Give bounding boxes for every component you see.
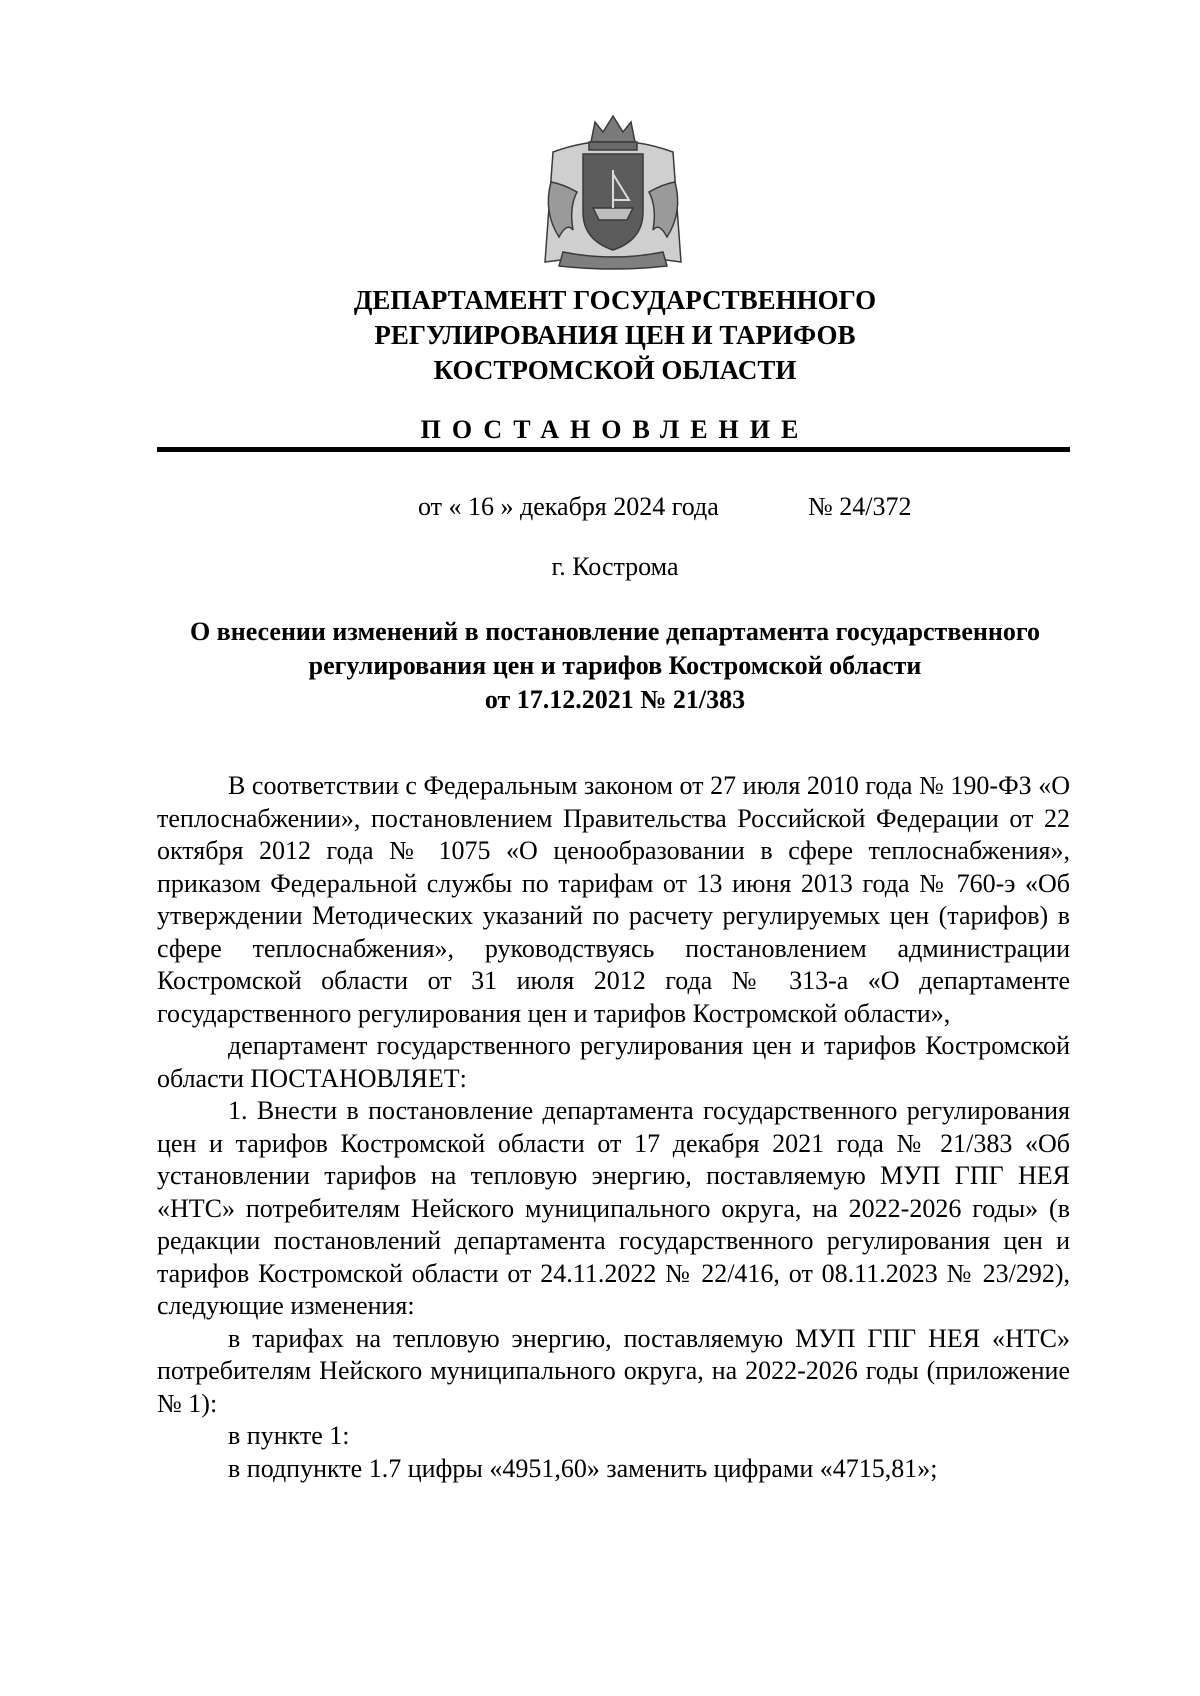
document-type-heading: ПОСТАНОВЛЕНИЕ [420, 415, 810, 444]
department-line: ДЕПАРТАМЕНТ ГОСУДАРСТВЕННОГО [353, 285, 877, 315]
subject-line: от 17.12.2021 № 21/383 [484, 685, 746, 714]
department-name [150, 283, 1080, 388]
department-line: КОСТРОМСКОЙ ОБЛАСТИ [433, 355, 797, 385]
document-number: № 24/372 [808, 492, 912, 521]
coat-of-arms-icon [533, 112, 693, 272]
document-date: от « 16 » декабря 2024 года [418, 492, 719, 521]
document-city: г. Кострома [551, 552, 679, 581]
body-paragraph-resolves: департамент государственного регулирования цен и тарифов Костромской области ПОСТАНОВЛЯЕТ: [157, 1031, 1070, 1093]
body-paragraph-item-1: 1. Внести в постановление департамента государственного регулирования цен и тарифов Костромской области от 17 декабря 2021 года № 21/383 «Об установлении тарифов на тепловую энергию, поставляемую МУП ГПГ НЕЯ «НТС» потребителям Нейского муниципального округа, на 2022-2026 годы» (в редакции постановлений департамента государственного регулирования цен и тарифов Костромской области от 24.11.2022 № 22/416, от 08.11.2023 № 23/292), следующие изменения: [157, 1096, 1070, 1320]
body-paragraph-tariffs: в тарифах на тепловую энергию, поставляемую МУП ГПГ НЕЯ «НТС» потребителям Нейского муниципального округа, на 2022-2026 годы (приложение № 1): [157, 1323, 1070, 1418]
subject-line: регулирования цен и тарифов Костромской области [308, 651, 922, 680]
department-line: РЕГУЛИРОВАНИЯ ЦЕН И ТАРИФОВ [374, 320, 856, 350]
body-paragraph-subpoint-1-7: в подпункте 1.7 цифры «4951,60» заменить цифрами «4715,81»; [228, 1453, 938, 1483]
document-body [157, 770, 1070, 1485]
body-paragraph-preamble: В соответствии с Федеральным законом от 27 июля 2010 года № 190-ФЗ «О теплоснабжении», постановлением Правительства Российской Федерации от 22 октября 2012 года № 1075 «О ценообразовании в сфере теплоснабжения», приказом Федеральной службы по тарифам от 13 июня 2013 года № 760-э «Об утверждении Методических указаний по расчету регулируемых цен (тарифов) в сфере теплоснабжения», руководствуясь постановлением администрации Костромской области от 31 июля 2012 года № 313-а «О департаменте государственного регулирования цен и тарифов Костромской области», [157, 771, 1070, 1028]
body-paragraph-point-1: в пункте 1: [228, 1421, 350, 1450]
subject-line: О внесении изменений в постановление департамента государственного [189, 617, 1041, 646]
document-subject [150, 615, 1080, 717]
header-divider [157, 447, 1070, 452]
